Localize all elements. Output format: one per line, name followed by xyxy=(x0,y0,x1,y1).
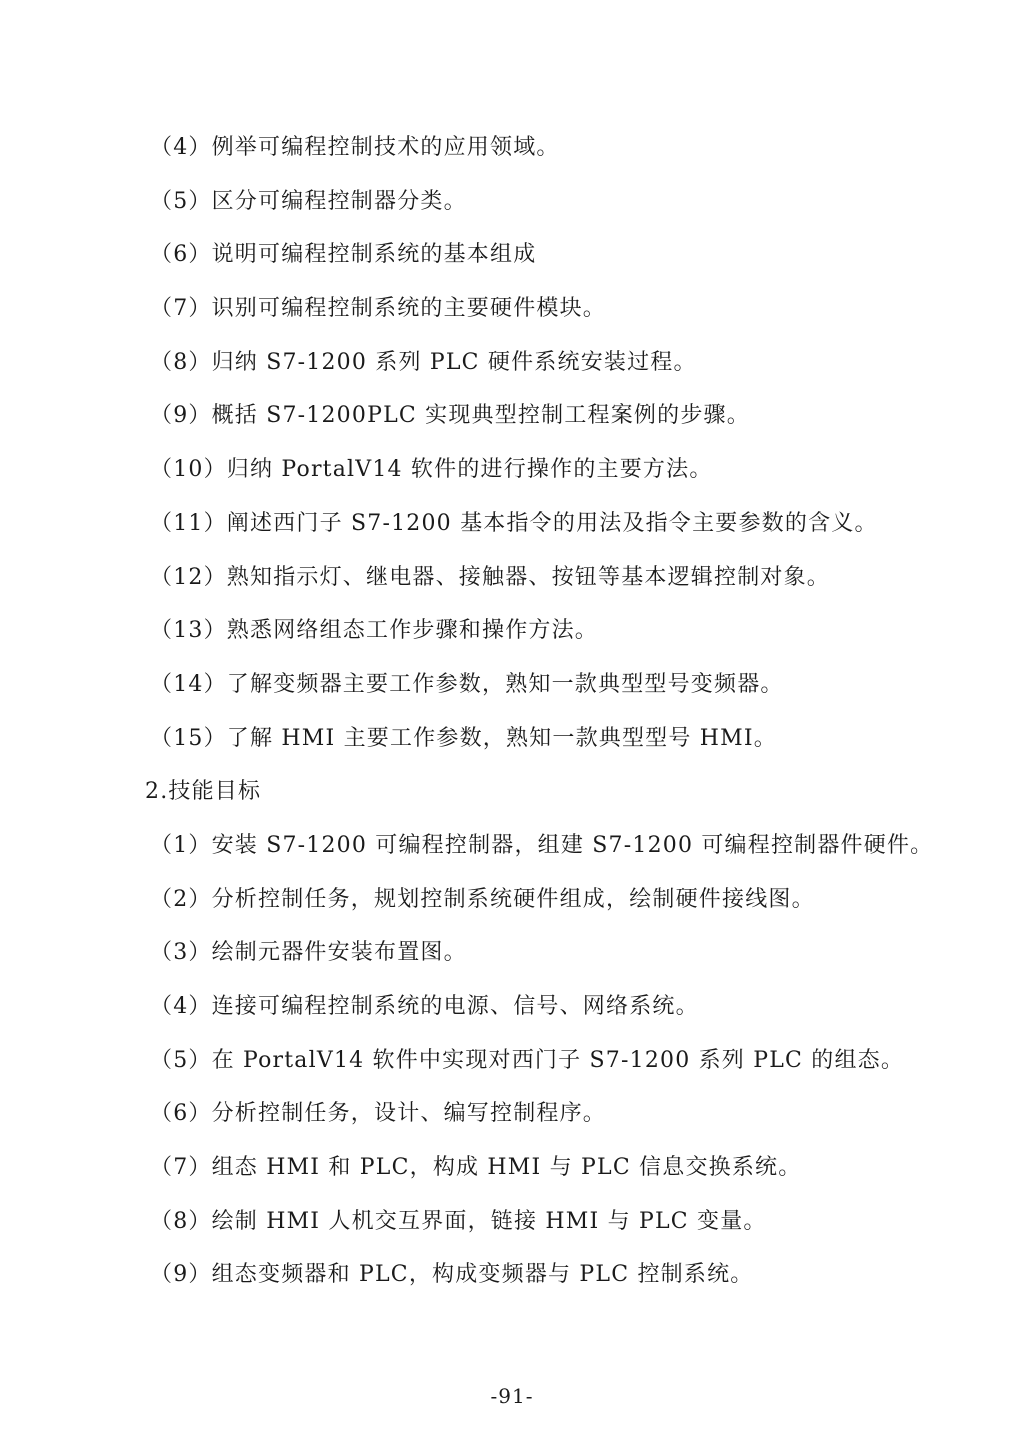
knowledge-item: （13）熟悉网络组态工作步骤和操作方法。 xyxy=(150,618,598,644)
knowledge-item: （10）归纳 PortalV14 软件的进行操作的主要方法。 xyxy=(150,457,713,483)
knowledge-item: （6）说明可编程控制系统的基本组成 xyxy=(150,242,537,268)
skill-item: （2）分析控制任务，规划控制系统硬件组成，绘制硬件接线图。 xyxy=(150,886,815,912)
skill-item: （1）安装 S7-1200 可编程控制器，组建 S7-1200 可编程控制器件硬件。 xyxy=(150,832,934,858)
knowledge-item: （12）熟知指示灯、继电器、接触器、按钮等基本逻辑控制对象。 xyxy=(150,564,830,590)
knowledge-item: （8）归纳 S7-1200 系列 PLC 硬件系统安装过程。 xyxy=(150,349,697,375)
skills-heading: 2.技能目标 xyxy=(145,779,262,805)
knowledge-item: （5）区分可编程控制器分类。 xyxy=(150,188,467,214)
knowledge-item: （7）识别可编程控制系统的主要硬件模块。 xyxy=(150,296,606,322)
knowledge-item: （9）概括 S7-1200PLC 实现典型控制工程案例的步骤。 xyxy=(150,403,750,429)
knowledge-item: （14）了解变频器主要工作参数，熟知一款典型型号变频器。 xyxy=(150,671,784,697)
skill-item: （5）在 PortalV14 软件中实现对西门子 S7-1200 系列 PLC 的组态。 xyxy=(150,1047,905,1073)
knowledge-item: （11）阐述西门子 S7-1200 基本指令的用法及指令主要参数的含义。 xyxy=(150,510,878,536)
skill-item: （8）绘制 HMI 人机交互界面，链接 HMI 与 PLC 变量。 xyxy=(150,1208,767,1234)
knowledge-item: （4）例举可编程控制技术的应用领域。 xyxy=(150,135,560,160)
skill-item: （4）连接可编程控制系统的电源、信号、网络系统。 xyxy=(150,994,699,1019)
page-content xyxy=(145,128,950,1309)
page-number: -91- xyxy=(490,1384,534,1408)
skill-item: （7）组态 HMI 和 PLC，构成 HMI 与 PLC 信息交换系统。 xyxy=(150,1155,802,1181)
skill-item: （3）绘制元器件安装布置图。 xyxy=(150,940,467,966)
knowledge-item: （15）了解 HMI 主要工作参数，熟知一款典型型号 HMI。 xyxy=(150,725,777,751)
skill-item: （6）分析控制任务，设计、编写控制程序。 xyxy=(150,1101,606,1127)
skill-item: （9）组态变频器和 PLC，构成变频器与 PLC 控制系统。 xyxy=(150,1262,754,1288)
